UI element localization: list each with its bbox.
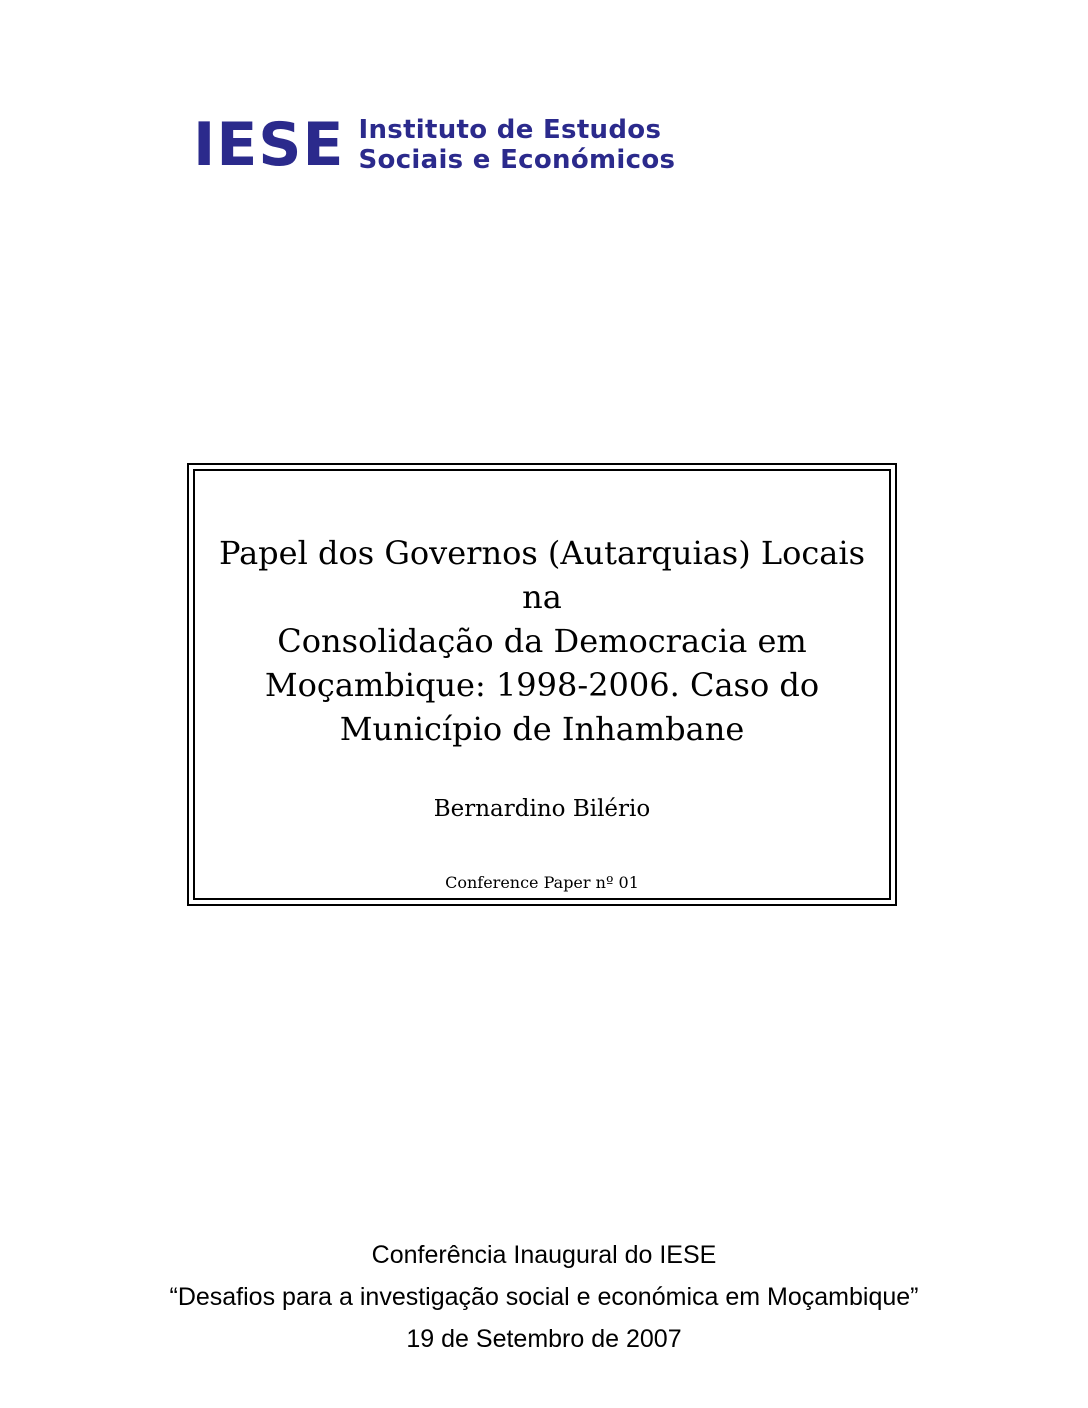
iese-logo	[193, 112, 675, 178]
conference-event: Conferência Inaugural do IESE	[371, 1241, 717, 1269]
conference-info	[0, 1234, 1088, 1360]
paper-title	[195, 531, 889, 751]
title-frame-inner	[193, 469, 891, 900]
logo-mark: IESE	[193, 110, 345, 180]
paper-title-line-1: Papel dos Governos (Autarquias) Locais na	[218, 534, 866, 616]
author-name: Bernardino Bilério	[433, 796, 651, 822]
logo-text-line-2: Sociais e Económicos	[358, 145, 676, 175]
conference-theme: “Desafios para a investigação social e económica em Moçambique”	[169, 1283, 919, 1311]
paper-number: Conference Paper nº 01	[445, 873, 639, 892]
paper-title-line-3: Moçambique: 1998-2006. Caso do	[264, 666, 820, 704]
paper-title-line-2: Consolidação da Democracia em	[277, 622, 807, 660]
conference-date: 19 de Setembro de 2007	[406, 1325, 682, 1353]
logo-text	[359, 115, 676, 175]
logo-text-line-1: Instituto de Estudos	[358, 115, 662, 145]
paper-title-line-4: Município de Inhambane	[339, 710, 745, 748]
title-frame	[187, 463, 897, 906]
